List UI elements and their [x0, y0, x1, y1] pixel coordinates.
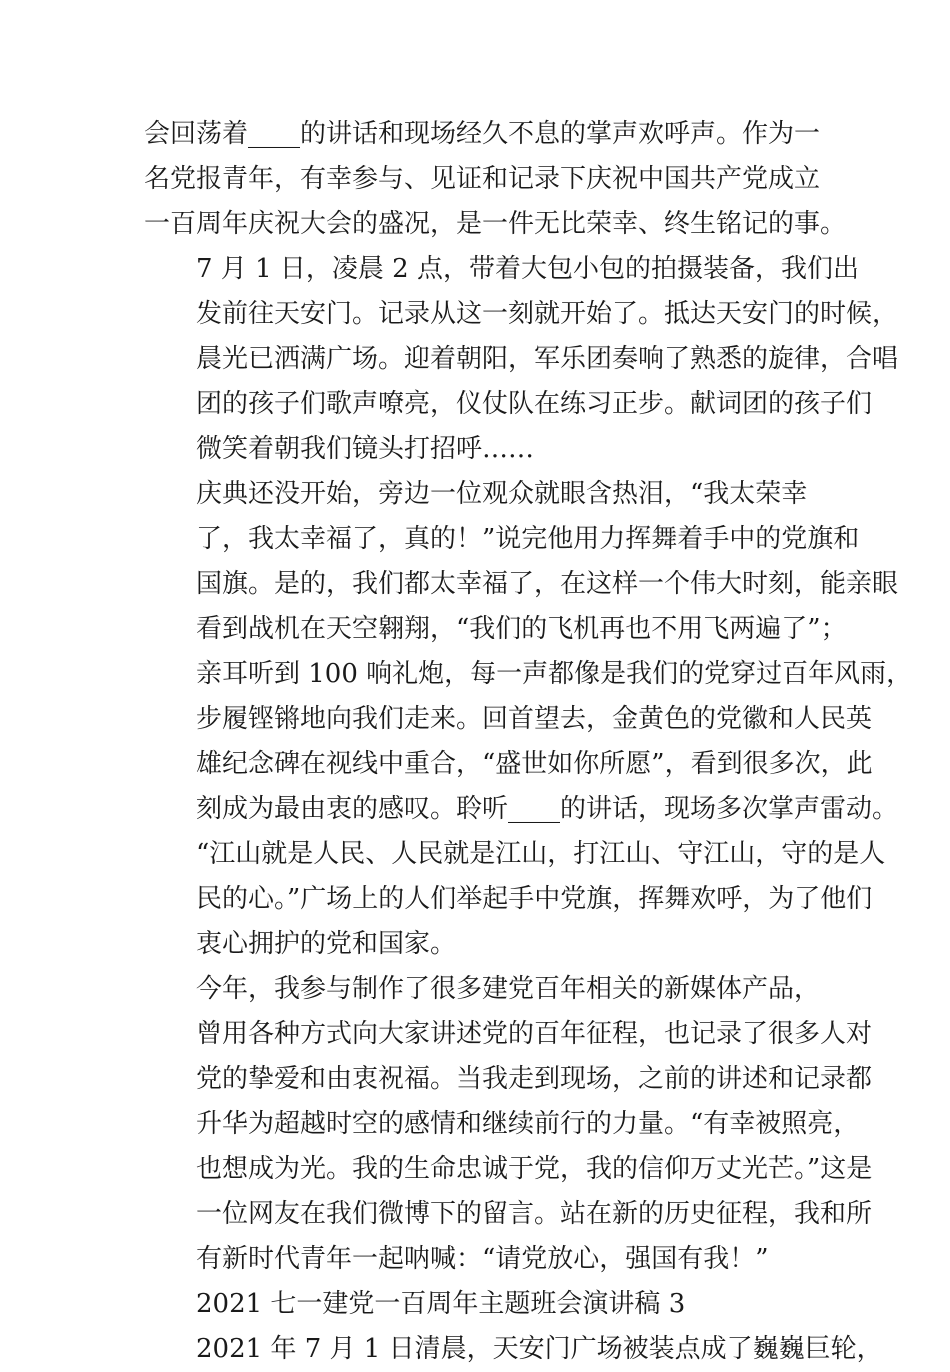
text-line: 庆典还没开始，旁边一位观众就眼含热泪，“我太荣幸	[196, 479, 808, 509]
text-line: 发前往天安门。记录从这一刻就开始了。抵达天安门的时候，	[196, 299, 899, 329]
text-line: 看到战机在天空翱翔，“我们的飞机再也不用飞两遍了”；	[196, 614, 847, 644]
text-line: 雄纪念碑在视线中重合，“盛世如你所愿”，看到很多次，此	[196, 749, 873, 779]
paragraph	[144, 967, 873, 1282]
text-line: 衷心拥护的党和国家。	[196, 929, 457, 959]
text-line: 亲耳听到 100 响礼炮，每一声都像是我们的党穿过百年风雨，	[196, 659, 913, 689]
document-body	[144, 112, 913, 1372]
text-line: 也想成为光。我的生命忠诚于党，我的信仰万丈光芒。”这是	[196, 1154, 873, 1184]
text-line: 一位网友在我们微博下的留言。站在新的历史征程，我和所	[196, 1199, 873, 1229]
paragraph	[144, 472, 913, 967]
paragraph	[144, 112, 847, 247]
text-line: 曾用各种方式向大家讲述党的百年征程，也记录了很多人对	[196, 1019, 873, 1049]
text-line: 刻成为最由衷的感叹。聆听____的讲话，现场多次掌声雷动。	[196, 794, 899, 824]
text-line: 7 月 1 日，凌晨 2 点，带着大包小包的拍摄装备，我们出	[196, 254, 859, 284]
text-line: 微笑着朝我们镜头打招呼……	[196, 434, 535, 464]
text-line: 国旗。是的，我们都太幸福了，在这样一个伟大时刻，能亲眼	[196, 569, 899, 599]
text-line: “江山就是人民、人民就是江山，打江山、守江山，守的是人	[196, 839, 886, 869]
text-line: 会回荡着____的讲话和现场经久不息的掌声欢呼声。作为一	[144, 119, 821, 149]
text-line: 名党报青年，有幸参与、见证和记录下庆祝中国共产党成立	[144, 164, 821, 194]
text-line: 民的心。”广场上的人们举起手中党旗，挥舞欢呼，为了他们	[196, 884, 873, 914]
text-line: 团的孩子们歌声嘹亮，仪仗队在练习正步。献词团的孩子们	[196, 389, 873, 419]
text-line: 今年，我参与制作了很多建党百年相关的新媒体产品，	[196, 974, 821, 1004]
text-line: 升华为超越时空的感情和继续前行的力量。“有幸被照亮，	[196, 1109, 860, 1139]
text-line: 步履铿锵地向我们走来。回首望去，金黄色的党徽和人民英	[196, 704, 873, 734]
text-line: 党的挚爱和由衷祝福。当我走到现场，之前的讲述和记录都	[196, 1064, 873, 1094]
text-line: 2021 年 7 月 1 日清晨，天安门广场被装点成了巍巍巨轮，	[196, 1334, 883, 1364]
paragraph	[144, 1282, 812, 1327]
text-line: 有新时代青年一起呐喊：“请党放心，强国有我！”	[196, 1244, 769, 1274]
paragraph	[144, 1327, 883, 1372]
text-line: 晨光已洒满广场。迎着朝阳，军乐团奏响了熟悉的旋律，合唱	[196, 344, 899, 374]
text-line: 一百周年庆祝大会的盛况，是一件无比荣幸、终生铭记的事。	[144, 209, 847, 239]
text-line: 了，我太幸福了，真的！”说完他用力挥舞着手中的党旗和	[196, 524, 860, 554]
text-line: 2021 七一建党一百周年主题班会演讲稿 3	[196, 1289, 686, 1319]
paragraph	[144, 247, 899, 472]
